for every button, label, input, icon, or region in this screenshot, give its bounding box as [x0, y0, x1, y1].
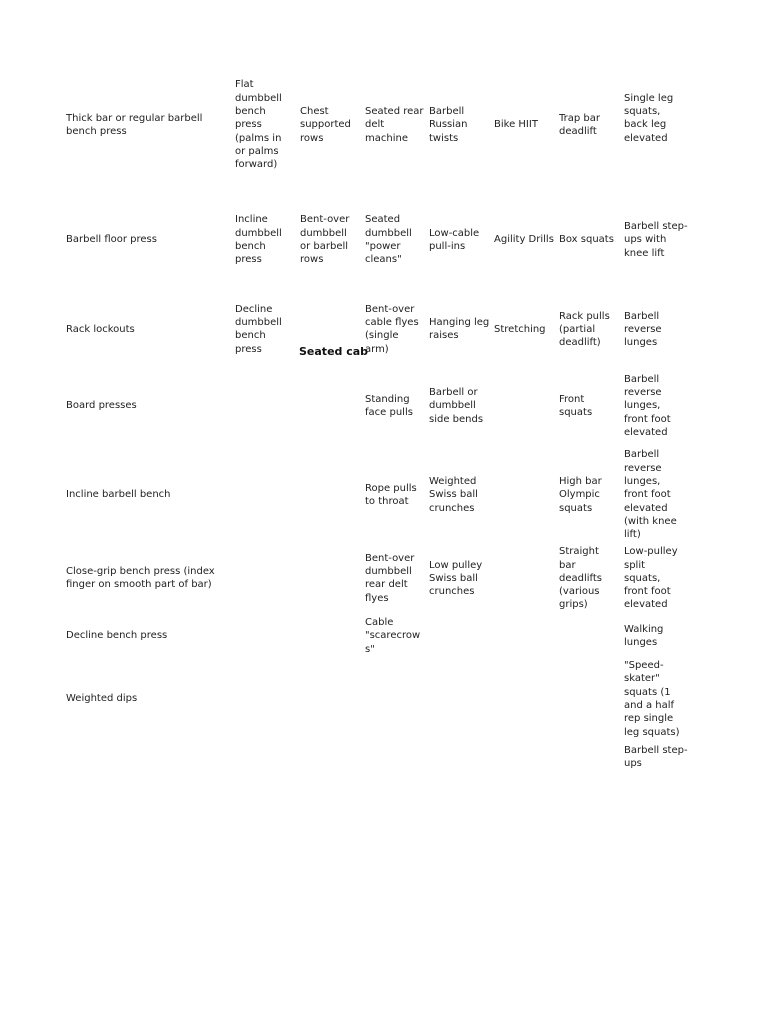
cell-line: Hanging leg	[429, 317, 490, 329]
cell-line: back leg	[624, 119, 667, 131]
cell-line: ups with	[624, 234, 667, 246]
cell-line: squats	[559, 502, 593, 514]
table-cell	[365, 105, 427, 145]
cell-line: elevated	[624, 502, 668, 514]
cell-line: Chest	[300, 106, 329, 118]
cell-line: rows	[300, 254, 324, 266]
cell-line: crunches	[429, 586, 475, 598]
cell-line: "Speed-	[624, 660, 664, 672]
cell-line: Cable	[365, 617, 394, 629]
cell-line: squats,	[624, 106, 661, 118]
cell-line: (partial	[559, 323, 596, 335]
table-cell	[300, 213, 362, 266]
cell-line: twists	[429, 132, 459, 144]
cell-line: Barbell or	[429, 387, 478, 399]
table-cell	[300, 105, 362, 145]
cell-line: rows	[300, 132, 324, 144]
cell-line: Rack lockouts	[66, 323, 135, 335]
cell-line: elevated	[624, 132, 668, 144]
table-cell	[494, 323, 556, 336]
cell-line: Swiss ball	[429, 489, 478, 501]
cell-line: Bike HIIT	[494, 119, 538, 131]
cell-line: (single	[365, 330, 399, 342]
cell-line: flyes	[365, 592, 389, 604]
cell-line: Weighted	[429, 476, 477, 488]
cell-line: Stretching	[494, 323, 546, 335]
cell-line: squats (1	[624, 686, 671, 698]
table-cell	[429, 386, 491, 426]
table-cell	[66, 323, 231, 336]
cell-line: arm)	[365, 343, 389, 355]
cell-line: bench	[235, 106, 266, 118]
table-cell	[559, 393, 621, 420]
cell-line: front foot	[624, 489, 671, 501]
cell-line: lunges,	[624, 476, 661, 488]
cell-line: Barbell floor press	[66, 234, 157, 246]
cell-line: dumbbell	[235, 317, 282, 329]
cell-line: Low pulley	[429, 559, 483, 571]
cell-line: Olympic	[559, 489, 600, 501]
cell-line: "power	[365, 240, 401, 252]
cell-line: Rack pulls	[559, 310, 610, 322]
cell-line: reverse	[624, 387, 662, 399]
table-cell	[429, 316, 491, 343]
cell-line: lift)	[624, 529, 641, 541]
cell-line: Close-grip bench press (index	[66, 566, 215, 578]
cell-line: forward)	[235, 159, 278, 171]
cell-line: bench	[235, 330, 266, 342]
cell-line: Barbell step-	[624, 221, 688, 233]
table-cell	[365, 213, 427, 266]
cell-line: and a half	[624, 699, 675, 711]
cell-line: dumbbell	[300, 227, 347, 239]
table-cell	[624, 659, 688, 739]
cell-line: "scarecrow	[365, 630, 421, 642]
cell-line: (various	[559, 586, 600, 598]
cell-line: Flat	[235, 79, 254, 91]
cell-line: Single leg	[624, 92, 674, 104]
cell-line: dumbbell	[235, 227, 282, 239]
cell-line: dumbbell	[235, 92, 282, 104]
cell-line: squats	[559, 406, 593, 418]
cell-line: Barbell	[624, 449, 660, 461]
cell-line: Decline bench press	[66, 630, 168, 642]
cell-line: Front	[559, 393, 585, 405]
cell-line: Standing	[365, 393, 410, 405]
cell-line: raises	[429, 330, 459, 342]
cell-line: Barbell	[429, 106, 465, 118]
table-cell	[66, 629, 231, 642]
table-cell	[66, 112, 231, 139]
table-cell	[66, 565, 231, 592]
cell-line: Russian	[429, 119, 468, 131]
table-cell	[429, 559, 491, 599]
cell-line: elevated	[624, 599, 668, 611]
table-cell	[624, 448, 688, 541]
cell-line: deadlift)	[559, 337, 601, 349]
cell-line: Bent-over	[300, 214, 350, 226]
cell-line: cleans"	[365, 254, 402, 266]
cell-line: crunches	[429, 502, 475, 514]
table-cell	[429, 227, 491, 254]
cell-line: bench press	[66, 125, 127, 137]
cell-line: squats,	[624, 572, 661, 584]
table-cell	[494, 118, 556, 131]
cell-line: Weighted dips	[66, 693, 138, 705]
cell-line: rear delt	[365, 579, 408, 591]
cell-line: reverse	[624, 462, 662, 474]
cell-line: Barbell	[624, 310, 660, 322]
cell-line: Trap bar	[559, 112, 600, 124]
cell-line: ups	[624, 757, 642, 769]
cell-line: Barbell step-	[624, 744, 688, 756]
cell-line: Bent-over	[365, 552, 415, 564]
cell-line: bench	[235, 240, 266, 252]
cell-line: (palms in	[235, 132, 282, 144]
cell-line: press	[235, 254, 262, 266]
cell-line: Barbell	[624, 373, 660, 385]
table-cell	[559, 545, 621, 611]
table-cell	[429, 475, 491, 515]
cell-line: Incline barbell bench	[66, 489, 171, 501]
cell-line: grips)	[559, 599, 588, 611]
cell-line: s"	[365, 643, 375, 655]
cell-line: Box squats	[559, 234, 614, 246]
cell-line: Agility Drills	[494, 234, 554, 246]
cell-line: Seated	[365, 214, 401, 226]
cell-line: split	[624, 559, 646, 571]
cell-line: bar	[559, 559, 576, 571]
cell-line: deadlift	[559, 125, 597, 137]
table-cell	[624, 373, 688, 439]
cell-line: Low-pulley	[624, 546, 678, 558]
table-cell	[559, 112, 621, 139]
cell-line: supported	[300, 119, 351, 131]
table-cell	[365, 303, 427, 356]
cell-line: Decline	[235, 303, 273, 315]
cell-line: Straight	[559, 546, 599, 558]
table-cell	[365, 616, 427, 656]
cell-line: delt	[365, 119, 385, 131]
cell-line: or barbell	[300, 240, 349, 252]
cell-line: press	[235, 343, 262, 355]
cell-line: Thick bar or regular barbell	[66, 112, 203, 124]
cell-line: pull-ins	[429, 240, 466, 252]
cell-line: dumbbell	[365, 566, 412, 578]
cell-line: machine	[365, 132, 408, 144]
table-cell	[624, 744, 688, 771]
overlay-text: Seated cab	[299, 345, 369, 358]
table-cell	[365, 552, 427, 605]
cell-line: to throat	[365, 495, 409, 507]
cell-line: front foot	[624, 586, 671, 598]
cell-line: Board presses	[66, 400, 137, 412]
cell-line: skater"	[624, 673, 660, 685]
cell-line: knee lift	[624, 247, 665, 259]
table-cell	[66, 233, 231, 246]
cell-line: Walking	[624, 623, 664, 635]
cell-line: elevated	[624, 426, 668, 438]
table-cell	[66, 488, 231, 501]
table-cell	[624, 545, 688, 611]
cell-line: High bar	[559, 476, 602, 488]
cell-line: dumbbell	[365, 227, 412, 239]
table-cell	[624, 310, 688, 350]
table-cell	[235, 303, 297, 356]
cell-line: Rope pulls	[365, 482, 417, 494]
table-cell	[559, 475, 621, 515]
cell-line: dumbbell	[429, 400, 476, 412]
table-cell	[559, 233, 621, 246]
table-cell	[494, 233, 556, 246]
table-cell	[624, 92, 688, 145]
cell-line: front foot	[624, 413, 671, 425]
cell-line: leg squats)	[624, 726, 680, 738]
cell-line: side bends	[429, 413, 484, 425]
cell-line: face pulls	[365, 406, 413, 418]
table-cell	[365, 482, 427, 509]
cell-line: (with knee	[624, 515, 677, 527]
cell-line: lunges	[624, 636, 658, 648]
table-cell	[66, 692, 231, 705]
cell-line: lunges,	[624, 400, 661, 412]
cell-line: lunges	[624, 337, 658, 349]
table-cell	[624, 220, 688, 260]
cell-line: cable flyes	[365, 317, 419, 329]
cell-line: Low-cable	[429, 227, 480, 239]
table-cell	[66, 399, 231, 412]
cell-line: press	[235, 119, 262, 131]
cell-line: Seated rear	[365, 106, 424, 118]
cell-line: finger on smooth part of bar)	[66, 579, 212, 591]
cell-line: or palms	[235, 145, 279, 157]
cell-line: Swiss ball	[429, 572, 478, 584]
table-cell	[559, 310, 621, 350]
table-cell	[365, 393, 427, 420]
cell-line: deadlifts	[559, 572, 603, 584]
cell-line: reverse	[624, 323, 662, 335]
table-cell	[235, 78, 297, 171]
table-cell	[235, 213, 297, 266]
table-cell	[429, 105, 491, 145]
cell-line: Incline	[235, 214, 268, 226]
table-cell	[624, 623, 688, 650]
cell-line: Bent-over	[365, 303, 415, 315]
cell-line: rep single	[624, 713, 674, 725]
